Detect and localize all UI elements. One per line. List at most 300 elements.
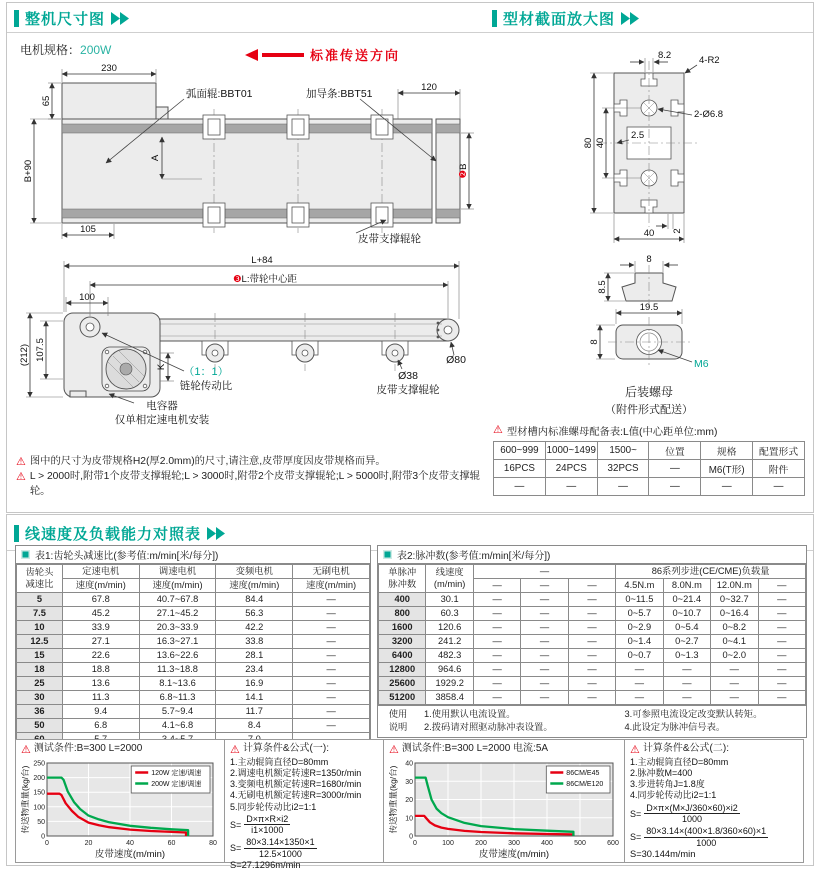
table-cell: 32PCS — [597, 460, 649, 478]
table-cell: — — [521, 663, 568, 677]
table-cell: — — [649, 460, 701, 478]
note-line — [16, 470, 480, 500]
table-cell: — — [753, 478, 805, 496]
dim-19-5: 19.5 — [639, 302, 659, 313]
table-cell: 60.3 — [426, 607, 473, 621]
title-arrow-icon — [621, 12, 643, 25]
table-cell: 6.8 — [62, 719, 139, 733]
table-row — [494, 460, 805, 478]
svg-text:300: 300 — [508, 840, 520, 848]
table-cell: — — [568, 649, 615, 663]
formula-row — [630, 803, 799, 825]
table-cell: 51200 — [379, 691, 426, 705]
dim-40-vertical: 40 — [595, 137, 606, 149]
sprocket-ratio: （1：1） — [183, 366, 229, 378]
table-cell: 13.6~22.6 — [139, 649, 216, 663]
calc-line: 4.同步轮传动比i2=1:1 — [630, 790, 717, 801]
svg-text:皮带速度(m/min): 皮带速度(m/min) — [94, 849, 166, 861]
svg-text:120W 定速/调速: 120W 定速/调速 — [151, 770, 202, 778]
column-subheader: — — [758, 579, 806, 593]
table-row — [379, 635, 806, 649]
column-group-header: — — [473, 565, 615, 579]
table-cell: — — [521, 621, 568, 635]
table-cell: 33.9 — [62, 621, 139, 635]
table-cell: 4.1~6.8 — [139, 719, 216, 733]
table-cell: 50 — [17, 719, 63, 733]
table-row — [17, 621, 370, 635]
dim-107: 107.5 — [35, 338, 46, 362]
fraction-denominator: 1000 — [682, 814, 703, 825]
column-group-header: 86系列步进(CE/CME)负载量 — [616, 565, 806, 579]
table-cell: — — [758, 649, 806, 663]
table-cell: 33.8 — [216, 635, 293, 649]
column-subheader: — — [521, 579, 568, 593]
table-cell: — — [663, 677, 710, 691]
warning-icon: ⚠ — [21, 744, 31, 756]
svg-text:20: 20 — [84, 840, 93, 848]
table-row — [17, 607, 370, 621]
table-cell: 6400 — [379, 649, 426, 663]
conveyor-frame — [62, 83, 460, 223]
table-cell: 5.7~9.4 — [139, 705, 216, 719]
fraction-numerator: D×π×R×i2 — [246, 814, 289, 825]
table-cell: 8.1~13.6 — [139, 677, 216, 691]
column-header: 1000~1499 — [545, 442, 597, 460]
table-row — [17, 593, 370, 607]
table-cell: 9.4 — [62, 705, 139, 719]
test-conditions-box-1 — [15, 739, 225, 863]
column-subheader: 速度(m/min) — [139, 579, 216, 593]
table-cell: 11.3 — [62, 691, 139, 705]
calc-line: 2.调速电机额定转速R=1350r/min — [230, 768, 362, 779]
dim-100: 100 — [79, 292, 95, 303]
table-cell: — — [568, 691, 615, 705]
svg-text:400: 400 — [541, 840, 553, 848]
column-subheader: 8.0N.m — [663, 579, 710, 593]
fraction — [244, 837, 316, 859]
dim-230: 230 — [101, 63, 117, 74]
table-cell: 11.7 — [216, 705, 293, 719]
motor-housing — [64, 313, 160, 397]
column-header: 位置 — [649, 442, 701, 460]
usage-note: 1.使用默认电流设置。 — [424, 709, 516, 719]
dim-2: 2 — [672, 228, 683, 234]
table-cell: 0~2.0 — [711, 649, 758, 663]
table-cell: — — [293, 607, 370, 621]
table-cell: — — [521, 649, 568, 663]
chart-svg — [21, 758, 219, 860]
svg-text:40: 40 — [126, 840, 134, 848]
table-cell: — — [758, 691, 806, 705]
table-row — [379, 621, 806, 635]
column-subheader: — — [568, 579, 615, 593]
svg-text:0: 0 — [41, 833, 45, 841]
profile-section-panel — [485, 2, 814, 513]
dim-65: 65 — [41, 95, 52, 107]
table1-caption — [16, 546, 370, 564]
fraction-numerator: 80×3.14×(400×1.8/360×60)×1 — [646, 826, 767, 837]
table-cell: — — [758, 621, 806, 635]
title-accent-bar — [14, 525, 19, 542]
overall-dimension-panel — [6, 2, 486, 513]
table-cell: — — [521, 607, 568, 621]
dim-l84: L+84 — [251, 255, 273, 266]
table-cell: 3858.4 — [426, 691, 473, 705]
table-cell: 241.2 — [426, 635, 473, 649]
table-cell: — — [521, 691, 568, 705]
nut-caption-sub: （附件形式配送） — [605, 404, 693, 416]
test1-title: 测试条件:B=300 L=2000 — [33, 743, 143, 754]
svg-text:150: 150 — [33, 789, 45, 797]
svg-text:40: 40 — [405, 760, 413, 768]
table-cell: 120.6 — [426, 621, 473, 635]
table-cell: — — [711, 691, 758, 705]
table-cell: 25 — [17, 677, 63, 691]
usage-label-line: 说明 — [388, 722, 408, 733]
table-cell: — — [293, 621, 370, 635]
nut-table-note — [493, 423, 809, 438]
dim-105: 105 — [80, 224, 96, 235]
svg-text:10: 10 — [405, 815, 413, 823]
table-cell: — — [473, 649, 520, 663]
svg-text:传送物重量(kg/台): 传送物重量(kg/台) — [21, 765, 30, 834]
dim-b-text: B — [458, 163, 469, 170]
calc-line: 3.步进转角J=1.8度 — [630, 779, 705, 790]
box-title — [630, 743, 799, 757]
table-cell: — — [616, 663, 663, 677]
column-header: 单脉冲 脉冲数 — [379, 565, 426, 593]
table-cell: 16.9 — [216, 677, 293, 691]
svg-text:500: 500 — [574, 840, 586, 848]
table-row — [379, 663, 806, 677]
dim-40-bottom: 40 — [643, 228, 655, 239]
warning-icon: ⚠ — [16, 470, 26, 483]
table-cell: — — [758, 677, 806, 691]
warning-icon: ⚠ — [630, 744, 640, 756]
direction-arrow-icon — [245, 49, 258, 61]
panel-title-text: 整机尺寸图 — [25, 10, 106, 28]
box-title — [389, 743, 620, 757]
dim-b90: B+90 — [23, 159, 34, 183]
title-accent-bar — [14, 10, 19, 27]
table-cell: — — [597, 478, 649, 496]
table-cell: 27.1~45.2 — [139, 607, 216, 621]
column-header: 线速度 (m/min) — [426, 565, 473, 593]
calc2-title: 计算条件&公式(二): — [642, 743, 729, 754]
column-subheader: 速度(m/min) — [293, 579, 370, 593]
table-row — [17, 635, 370, 649]
table-cell: 0~1.3 — [663, 649, 710, 663]
fraction-numerator: D×π×(M×J/360×60)×i2 — [646, 803, 738, 814]
usage-note: 3.可参照电流设定改变默认转矩。 — [624, 709, 763, 719]
table2-caption-text: 表2:脉冲数(参考值:m/min[米/每分]) — [397, 551, 551, 562]
direction-label: 标准传送方向 — [310, 48, 401, 63]
table-cell: — — [616, 677, 663, 691]
t-nut-top-view — [589, 302, 709, 370]
table-cell: 400 — [379, 593, 426, 607]
table2-caption — [378, 546, 806, 564]
table-cell: — — [473, 677, 520, 691]
calc-line: 5.同步轮传动比i2=1:1 — [230, 801, 317, 812]
panel-title-text: 型材截面放大图 — [503, 10, 616, 28]
title-arrow-icon — [111, 12, 133, 25]
warning-icon: ⚠ — [389, 744, 399, 756]
table-cell: 25600 — [379, 677, 426, 691]
fraction — [244, 814, 290, 836]
dim-a: A — [150, 154, 161, 162]
table-row — [379, 607, 806, 621]
dim-pulley-distance — [233, 273, 297, 285]
table-cell: 23.4 — [216, 663, 293, 677]
svg-text:86CM/E45: 86CM/E45 — [566, 770, 600, 778]
table-cell: 16PCS — [494, 460, 546, 478]
calc-box-1 — [224, 739, 384, 870]
t-nut-drawing — [494, 251, 804, 381]
usage-notes — [378, 705, 806, 737]
svg-text:200W 定速/调速: 200W 定速/调速 — [151, 781, 202, 789]
table-cell: — — [568, 635, 615, 649]
table-cell: — — [473, 635, 520, 649]
nut-allocation-table — [493, 441, 805, 496]
svg-text:0: 0 — [45, 840, 49, 848]
table-cell: — — [473, 607, 520, 621]
calc-line: 1.主动辊筒直径D=80mm — [230, 757, 329, 768]
table-cell: — — [473, 691, 520, 705]
svg-text:86CM/E120: 86CM/E120 — [566, 781, 604, 789]
formula-lhs: S= — [230, 843, 242, 854]
table-cell: — — [616, 691, 663, 705]
svg-text:皮带速度(m/min): 皮带速度(m/min) — [478, 849, 550, 861]
table-cell: 14.1 — [216, 691, 293, 705]
calc-box-2 — [624, 739, 804, 863]
table-cell: — — [293, 705, 370, 719]
table-cell: 20.3~33.9 — [139, 621, 216, 635]
table-caption-icon — [21, 550, 30, 559]
panel-title — [485, 3, 813, 33]
badge-3: ❸ — [233, 274, 242, 285]
column-header: 1500~ — [597, 442, 649, 460]
thread-m6-label: M6 — [694, 358, 709, 370]
table-row — [17, 677, 370, 691]
table-row — [17, 719, 370, 733]
table-cell: 附件 — [753, 460, 805, 478]
box-title — [21, 743, 220, 757]
table-cell: — — [293, 649, 370, 663]
panel-title — [7, 3, 485, 33]
load-capacity-chart-1 — [21, 758, 220, 865]
table-header-row — [379, 565, 806, 579]
guide-strip-label: 加导条:BBT51 — [306, 88, 373, 100]
dim-4-r2: 4-R2 — [699, 55, 720, 66]
dia-80-label: Ø80 — [446, 354, 466, 366]
usage-notes-right — [618, 708, 806, 735]
table-cell: 84.4 — [216, 593, 293, 607]
dim-l-text: L:带轮中心距 — [241, 274, 297, 285]
motor-spec-label: 电机规格： — [20, 43, 81, 57]
table-row — [17, 691, 370, 705]
svg-text:0: 0 — [409, 833, 413, 841]
drawing-notes — [16, 455, 480, 500]
profile-body — [598, 61, 700, 227]
formula-row — [230, 837, 379, 859]
title-arrow-icon — [207, 527, 229, 540]
table-cell: 24PCS — [545, 460, 597, 478]
svg-text:0: 0 — [413, 840, 417, 848]
note-text: L > 2000时,附带1个皮带支撑辊轮;L > 3000时,附带2个皮带支撑辊轮;L > 5000时,附带3个皮带支撑辊轮。 — [29, 470, 480, 497]
table-cell: — — [701, 478, 753, 496]
svg-text:250: 250 — [33, 760, 45, 768]
table-cell: 800 — [379, 607, 426, 621]
svg-text:200: 200 — [475, 840, 487, 848]
dim-120: 120 — [421, 82, 437, 93]
dim-k: K — [156, 363, 167, 371]
fraction — [644, 803, 740, 825]
table-cell: — — [758, 593, 806, 607]
title-accent-bar — [492, 10, 497, 27]
dim-8-side: 8 — [589, 339, 600, 345]
svg-text:20: 20 — [405, 797, 413, 805]
gear-ratio-table-wrap — [15, 545, 371, 748]
table-cell: 7.5 — [17, 607, 63, 621]
table-cell: 13.6 — [62, 677, 139, 691]
column-subheader: 4.5N.m — [616, 579, 663, 593]
table-cell: 0~11.5 — [616, 593, 663, 607]
calc-result: S=30.144m/min — [630, 849, 696, 860]
table-cell: — — [293, 677, 370, 691]
usage-notes-left — [418, 708, 618, 735]
table-cell: — — [293, 635, 370, 649]
table-cell: — — [663, 663, 710, 677]
fraction-denominator: 1000 — [696, 837, 717, 848]
note-line — [16, 455, 480, 470]
column-header: 变频电机 — [216, 565, 293, 579]
dim-212: (212) — [19, 343, 30, 367]
nut-table-note-text: 型材槽内标准螺母配备表:L值(中心距单位:mm) — [506, 427, 718, 438]
table-cell: 0~4.1 — [711, 635, 758, 649]
dim-2-5: 2.5 — [631, 130, 645, 141]
capacitor-note: 仅单相定速电机安装 — [114, 414, 210, 426]
transfer-direction — [245, 45, 400, 64]
profile-cross-section-drawing — [494, 37, 804, 249]
table-cell: 0~8.2 — [711, 621, 758, 635]
chart-svg — [389, 758, 619, 860]
svg-text:200: 200 — [33, 775, 45, 783]
formula-row — [630, 826, 799, 848]
table-cell: 40.7~67.8 — [139, 593, 216, 607]
table-cell: — — [521, 635, 568, 649]
badge-2: ❷ — [458, 169, 469, 179]
conveyor-top-view-drawing — [10, 63, 482, 245]
test2-title: 测试条件:B=300 L=2000 电流:5A — [401, 743, 549, 754]
table-cell: 15 — [17, 649, 63, 663]
capacitor-label: 电容器 — [146, 400, 178, 412]
box-title — [230, 743, 379, 757]
table-cell: — — [568, 663, 615, 677]
table-cell: 56.3 — [216, 607, 293, 621]
column-subheader: — — [473, 579, 520, 593]
svg-text:80: 80 — [209, 840, 217, 848]
dia-38-label: Ø38 — [398, 370, 418, 382]
column-header: 定速电机 — [62, 565, 139, 579]
table-cell: 0~5.4 — [663, 621, 710, 635]
table-row — [17, 649, 370, 663]
t-nut-side-view — [597, 254, 678, 307]
usage-note: 4.此设定为脉冲信号表。 — [624, 722, 726, 733]
warning-icon: ⚠ — [493, 424, 503, 437]
fraction-denominator: i1×1000 — [251, 825, 284, 836]
table-cell: — — [545, 478, 597, 496]
dim-belt-width — [458, 164, 469, 179]
dim-8-2: 8.2 — [658, 50, 672, 61]
table-cell: — — [649, 478, 701, 496]
table-cell: — — [568, 607, 615, 621]
table-row — [379, 677, 806, 691]
table-cell: 22.6 — [62, 649, 139, 663]
formula-lhs: S= — [630, 832, 642, 843]
svg-text:100: 100 — [442, 840, 454, 848]
table-cell: 45.2 — [62, 607, 139, 621]
table-cell: 0~2.9 — [616, 621, 663, 635]
table-cell: — — [293, 663, 370, 677]
table-header-row — [17, 579, 370, 593]
load-capacity-chart-2 — [389, 758, 620, 865]
table-cell: 6.8~11.3 — [139, 691, 216, 705]
column-header: 规格 — [701, 442, 753, 460]
table-cell: — — [711, 677, 758, 691]
table-cell: 1600 — [379, 621, 426, 635]
table-row — [379, 691, 806, 705]
svg-text:50: 50 — [37, 819, 45, 827]
column-subheader: 12.0N.m — [711, 579, 758, 593]
table-cell: — — [711, 663, 758, 677]
table-cell: 482.3 — [426, 649, 473, 663]
usage-note: 2.拨码请对照驱动脉冲表设置。 — [424, 722, 553, 733]
table-cell: 0~16.4 — [711, 607, 758, 621]
dim-8-5: 8.5 — [597, 280, 608, 294]
table-cell: 0~0.7 — [616, 649, 663, 663]
arc-roller-label: 弧面辊:BBT01 — [186, 88, 253, 100]
table-cell: — — [293, 719, 370, 733]
table-cell: 42.2 — [216, 621, 293, 635]
usage-label — [378, 708, 418, 735]
table-row — [494, 478, 805, 496]
condition-boxes-row — [15, 739, 807, 870]
gear-ratio-table — [16, 564, 370, 747]
formula-lhs: S= — [630, 808, 642, 819]
fraction-numerator: 80×3.14×1350×1 — [246, 837, 315, 848]
dim-2-d68: 2-Ø6.8 — [694, 109, 724, 120]
calc-line: 4.无刷电机额定转速R=3000r/min — [230, 790, 362, 801]
table1-caption-text: 表1:齿轮头减速比(参考值:m/min[米/每分]) — [35, 551, 219, 562]
column-subheader: 速度(m/min) — [216, 579, 293, 593]
svg-text:30: 30 — [405, 779, 413, 787]
warning-icon: ⚠ — [230, 744, 240, 756]
usage-label-line: 使用 — [388, 709, 408, 719]
column-header: 齿轮头 减速比 — [17, 565, 63, 593]
table-cell: 18 — [17, 663, 63, 677]
table-cell: — — [521, 593, 568, 607]
column-header: 无刷电机 — [293, 565, 370, 579]
column-header: 调速电机 — [139, 565, 216, 579]
table-caption-icon — [383, 550, 392, 559]
note-text: 图中的尺寸为皮带规格H2(厚2.0mm)的尺寸,请注意,皮带厚度因皮带规格而异。 — [29, 456, 386, 467]
column-header: 600~999 — [494, 442, 546, 460]
dim-8-top: 8 — [646, 254, 652, 265]
table-cell: — — [663, 691, 710, 705]
table-cell: 11.3~18.8 — [139, 663, 216, 677]
table-row — [379, 593, 806, 607]
table-cell: 5 — [17, 593, 63, 607]
